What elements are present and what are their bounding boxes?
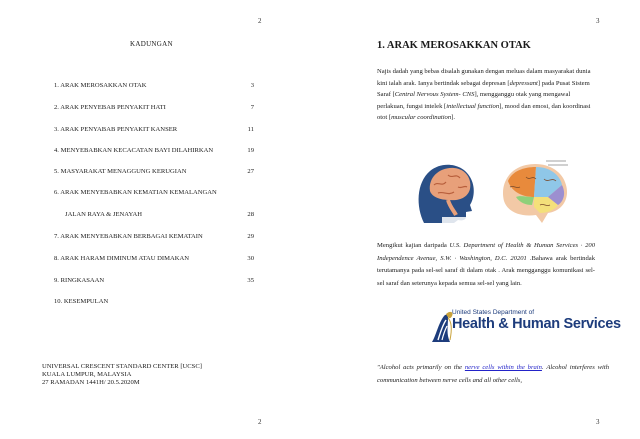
toc-item-9[interactable] [54,277,254,284]
toc-item-3[interactable] [54,126,254,133]
toc-item-7[interactable] [54,233,254,240]
toc-item-label: 2. ARAK PENYEBAB PENYAKIT HATI [54,104,166,111]
text: "Alcohol acts primarily on the [377,364,465,371]
term-italic: Central Nervous System- CNS [394,91,475,99]
text: ]. [451,114,455,122]
footer-organization: UNIVERSAL CRESCENT STANDARD CENTER [UCSC] [42,363,202,370]
toc-item-label: 4. MENYEBABKAN KECACATAN BAYI DILAHIRKAN [54,147,214,154]
toc-item-page: 30 [247,255,254,262]
toc-item-label: 10. KESEMPULAN [54,298,109,305]
hhs-logo-small-text: United States Department of [452,309,535,316]
text: ], mengganggu otak yang mengawal perlakuan, fungsi intelek [ [377,91,571,110]
toc-item-label: 7. ARAK MENYEBABKAN BERBAGAI KEMATAIN [54,233,203,240]
text: Najis dadah yang bebas disalah gunakan dengan meluas dalam masyarakat dunia kini ialah arak. Ianya bertindak sebagai depresan [ [377,68,591,87]
section-title: 1. ARAK MEROSAKKAN OTAK [377,40,531,51]
toc-item-page: 7 [250,104,254,111]
text: . Alcohol interferes with communication between nerve cells and all other cells, [377,364,609,384]
brain-regions-illustration [496,157,572,227]
text: ] pada Pusat Sistem Saraf [ [377,79,590,99]
toc-item-label: 5. MASYARAKAT MENAGGUNG KERUGIAN [54,168,187,175]
page-number-bottom: 3 [596,418,600,426]
toc-item-4[interactable] [54,147,254,154]
toc-item-1[interactable] [54,82,254,89]
toc-item-page: 27 [247,168,254,175]
footer-date: 27 RAMADAN 1441H/ 20.5.2020M [42,379,140,386]
toc-item-page: 11 [247,126,254,133]
toc-item-5[interactable] [54,168,254,175]
footer-location: KUALA LUMPUR, MALAYSIA [42,371,132,378]
page-number-bottom: 2 [258,418,262,426]
toc-item-page: 3 [250,82,254,89]
source-italic: U.S. Department of Health & Human Services · 200 Independence Avenue, S.W. · Washington, D.C. 20201 [377,242,595,262]
nerve-cells-link[interactable]: nerve cells within the brain [464,364,542,371]
text: .Bahawa arak bertindak terutamanya pada sel-sel saraf di dalam otak . Arak mengganggu komunikasi sel-sel saraf dan seterunya kepada semua sel-sel yang lain. [377,254,595,287]
hhs-logo-title: Health & Human Services [452,316,621,332]
toc-item-label: 9. RINGKASAAN [54,277,105,284]
toc-item-6-cont[interactable] [65,211,254,218]
term-italic: muscular coordination [391,114,452,122]
term-italic: depressant [509,79,538,87]
toc-item-label: 6. ARAK MENYEBABKAN KEMATIAN KEMALANGAN [54,189,217,196]
page-number-top: 2 [258,17,262,25]
toc-item-page: 19 [247,147,254,154]
head-brain-illustration [402,157,482,227]
toc-item-2[interactable] [54,104,254,111]
toc-item-page: 29 [247,233,254,240]
toc-item-page: 35 [247,277,254,284]
toc-title: KADUNGAN [130,40,173,48]
right-page [320,0,640,439]
term-italic: intellectual function [446,102,500,110]
toc-item-6[interactable] [54,189,254,196]
toc-item-label: 8. ARAK HARAM DIMINUM ATAU DIMAKAN [54,255,190,262]
toc-item-page: 28 [247,211,254,218]
toc-item-label: 1. ARAK MEROSAKKAN OTAK [54,82,147,89]
toc-item-8[interactable] [54,255,254,262]
toc-item-label: JALAN RAYA & JENAYAH [65,211,143,218]
quote-paragraph [377,362,609,387]
page-number-top: 3 [596,17,600,25]
study-paragraph [377,240,595,290]
text: ], mood dan emosi, dan koordinasi otot [ [377,102,591,122]
toc-item-10[interactable] [54,298,254,305]
publisher-footer [42,363,202,387]
text: Mengikut kajian daripada [377,242,450,249]
intro-paragraph [377,66,595,124]
toc-item-label: 3. ARAK PENYABAB PENYAKIT KANSER [54,126,178,133]
